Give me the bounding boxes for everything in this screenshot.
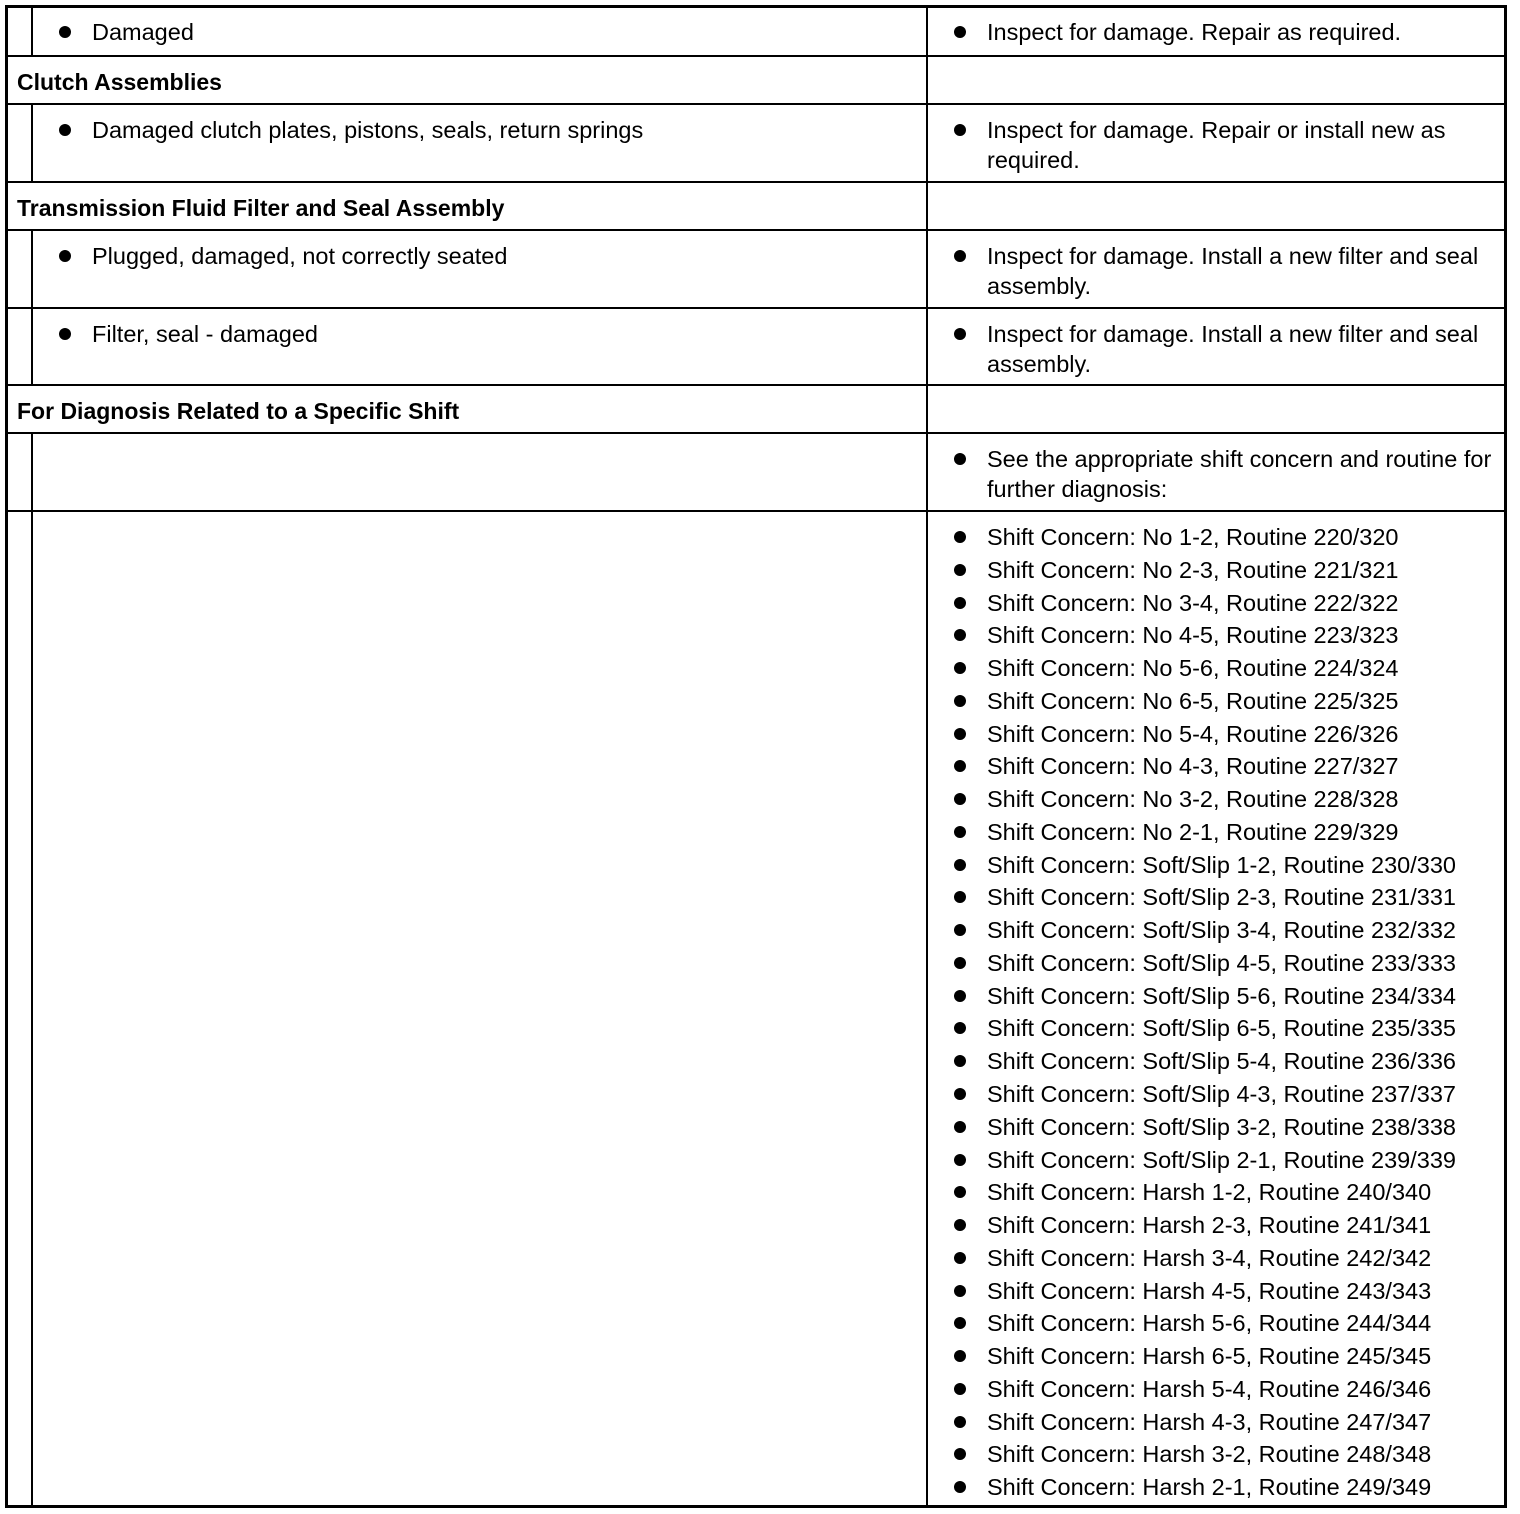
routine-list-item <box>954 1145 1514 1178</box>
condition-cell <box>8 309 928 384</box>
routine-list-item <box>954 588 1514 621</box>
routine-list-item <box>954 620 1514 653</box>
bullet-icon <box>954 1285 966 1297</box>
routine-list-item <box>954 1210 1514 1243</box>
routine-text: Shift Concern: Harsh 2-1, Routine 249/349 <box>987 1474 1432 1501</box>
bullet-icon <box>59 124 71 136</box>
bullet-icon <box>954 328 966 340</box>
routine-list-item <box>954 1341 1514 1374</box>
routine-list-item <box>954 653 1514 686</box>
condition-text: Damaged clutch plates, pistons, seals, return springs <box>92 117 644 143</box>
bullet-icon <box>954 957 966 969</box>
routine-list-item <box>954 1308 1514 1341</box>
bullet-icon <box>954 990 966 1002</box>
routine-text: Shift Concern: No 2-1, Routine 229/329 <box>987 818 1399 845</box>
routine-list-item <box>954 1046 1514 1079</box>
bullet-icon <box>954 1121 966 1133</box>
routine-list-item <box>954 1013 1514 1046</box>
routine-list-row <box>8 512 1504 1505</box>
bullet-icon <box>954 662 966 674</box>
routine-text: Shift Concern: No 1-2, Routine 220/320 <box>987 524 1399 550</box>
bullet-icon <box>954 564 966 576</box>
routine-list-item <box>954 784 1514 817</box>
routine-text: Shift Concern: No 3-4, Routine 222/322 <box>987 589 1399 616</box>
routine-list-item <box>954 1374 1514 1407</box>
action-text: Inspect for damage. Install a new filter and seal assembly. <box>987 321 1479 377</box>
diagnostic-table <box>5 5 1507 1508</box>
routine-list-item <box>954 817 1514 850</box>
bullet-icon <box>954 1088 966 1100</box>
section-heading-row <box>8 57 1504 105</box>
routine-text: Shift Concern: Soft/Slip 3-2, Routine 238/338 <box>987 1113 1456 1140</box>
routine-text: Shift Concern: Harsh 5-6, Routine 244/344 <box>987 1310 1432 1337</box>
bullet-icon <box>954 1154 966 1166</box>
routine-list-item <box>954 522 1514 555</box>
routine-text: Shift Concern: Soft/Slip 4-3, Routine 237/337 <box>987 1081 1456 1108</box>
bullet-icon <box>954 1252 966 1264</box>
routine-list-item <box>954 555 1514 588</box>
routine-text: Shift Concern: Harsh 6-5, Routine 245/345 <box>987 1343 1432 1370</box>
routine-text: Shift Concern: No 4-3, Routine 227/327 <box>987 753 1399 780</box>
bullet-icon <box>954 695 966 707</box>
condition-cell <box>8 434 928 510</box>
action-cell <box>928 105 1504 181</box>
routine-text: Shift Concern: No 6-5, Routine 225/325 <box>987 687 1399 714</box>
routine-text: Shift Concern: Harsh 4-5, Routine 243/343 <box>987 1277 1432 1304</box>
routine-text: Shift Concern: No 5-4, Routine 226/326 <box>987 720 1399 747</box>
indent-column <box>8 309 33 384</box>
action-cell <box>928 8 1504 55</box>
indent-column <box>8 434 33 510</box>
routine-text: Shift Concern: Soft/Slip 5-6, Routine 234/334 <box>987 982 1456 1009</box>
indent-column <box>8 231 33 307</box>
routine-list-item <box>954 1177 1514 1210</box>
section-heading-row <box>8 183 1504 231</box>
condition-text: Filter, seal - damaged <box>92 321 318 347</box>
routine-list-item <box>954 1407 1514 1440</box>
indent-column <box>8 8 33 55</box>
routine-list-item <box>954 1243 1514 1276</box>
routine-list-item <box>954 1112 1514 1145</box>
routine-text: Shift Concern: Harsh 3-2, Routine 248/348 <box>987 1441 1432 1468</box>
heading-cell <box>8 57 928 103</box>
condition-cell <box>8 231 928 307</box>
action-item <box>954 241 1494 301</box>
indent-column <box>8 105 33 181</box>
table-row <box>8 434 1504 512</box>
section-heading: For Diagnosis Related to a Specific Shift <box>17 398 460 424</box>
action-text: Inspect for damage. Install a new filter and seal assembly. <box>987 243 1479 299</box>
routine-list-item <box>954 686 1514 719</box>
routine-list-item <box>954 850 1514 883</box>
routine-text: Shift Concern: Soft/Slip 6-5, Routine 235/335 <box>987 1015 1456 1042</box>
bullet-icon <box>954 859 966 871</box>
routine-list-item <box>954 1472 1514 1505</box>
routine-list-item <box>954 981 1514 1014</box>
bullet-icon <box>954 124 966 136</box>
routine-list-item <box>954 1276 1514 1309</box>
routine-list-item <box>954 719 1514 752</box>
routine-text: Shift Concern: Soft/Slip 3-4, Routine 232/332 <box>987 917 1456 944</box>
indent-column <box>8 512 33 1505</box>
routine-list-item <box>954 915 1514 948</box>
condition-item <box>59 241 899 271</box>
routine-text: Shift Concern: No 2-3, Routine 221/321 <box>987 556 1399 583</box>
section-heading: Transmission Fluid Filter and Seal Assembly <box>17 195 505 221</box>
routine-text: Shift Concern: No 4-5, Routine 223/323 <box>987 622 1399 649</box>
action-item <box>954 319 1494 379</box>
routine-text: Shift Concern: Soft/Slip 2-1, Routine 239/339 <box>987 1146 1456 1173</box>
routine-text: Shift Concern: Soft/Slip 1-2, Routine 230/330 <box>987 851 1456 878</box>
bullet-icon <box>954 531 966 543</box>
routine-text: Shift Concern: Harsh 4-3, Routine 247/347 <box>987 1408 1432 1435</box>
section-heading-row <box>8 386 1504 434</box>
bullet-icon <box>59 26 71 38</box>
action-item <box>954 444 1494 504</box>
routine-list-item <box>954 1439 1514 1472</box>
routine-list-item <box>954 948 1514 981</box>
bullet-icon <box>954 250 966 262</box>
bullet-icon <box>954 1219 966 1231</box>
condition-item <box>59 319 899 349</box>
routine-text: Shift Concern: No 3-2, Routine 228/328 <box>987 786 1399 813</box>
table-row <box>8 8 1504 57</box>
condition-item <box>59 17 899 47</box>
bullet-icon <box>59 328 71 340</box>
heading-cell <box>8 386 928 432</box>
table-row <box>8 105 1504 183</box>
action-text: Inspect for damage. Repair as required. <box>987 19 1402 45</box>
bullet-icon <box>954 597 966 609</box>
routine-text: Shift Concern: Soft/Slip 4-5, Routine 233/333 <box>987 949 1456 976</box>
condition-item <box>59 115 899 145</box>
action-item <box>954 115 1494 175</box>
bullet-icon <box>954 826 966 838</box>
action-item <box>954 17 1494 47</box>
routine-text: Shift Concern: Soft/Slip 2-3, Routine 231/331 <box>987 884 1456 911</box>
condition-cell <box>8 105 928 181</box>
routine-list <box>954 522 1514 1505</box>
condition-text: Plugged, damaged, not correctly seated <box>92 243 508 269</box>
action-cell <box>928 309 1504 384</box>
empty-cell <box>928 57 1504 103</box>
table-row <box>8 309 1504 386</box>
action-cell <box>928 434 1504 510</box>
empty-cell <box>928 386 1504 432</box>
routine-text: Shift Concern: Harsh 1-2, Routine 240/340 <box>987 1179 1432 1206</box>
bullet-icon <box>954 453 966 465</box>
routine-text: Shift Concern: Harsh 5-4, Routine 246/346 <box>987 1375 1432 1402</box>
action-cell <box>928 512 1504 1505</box>
routine-text: Shift Concern: Harsh 2-3, Routine 241/341 <box>987 1212 1432 1239</box>
routine-list-item <box>954 1079 1514 1112</box>
routine-text: Shift Concern: No 5-6, Routine 224/324 <box>987 655 1399 682</box>
bullet-icon <box>59 250 71 262</box>
action-cell <box>928 231 1504 307</box>
table-row <box>8 231 1504 309</box>
action-text: Inspect for damage. Repair or install new as required. <box>987 117 1446 173</box>
empty-cell <box>928 183 1504 229</box>
routine-text: Shift Concern: Harsh 3-4, Routine 242/342 <box>987 1244 1432 1271</box>
routine-list-item <box>954 751 1514 784</box>
condition-text: Damaged <box>92 19 194 45</box>
bullet-icon <box>954 728 966 740</box>
routine-text: Shift Concern: Soft/Slip 5-4, Routine 236/336 <box>987 1048 1456 1075</box>
section-heading: Clutch Assemblies <box>17 69 222 95</box>
heading-cell <box>8 183 928 229</box>
bullet-icon <box>954 1416 966 1428</box>
action-text: See the appropriate shift concern and routine for further diagnosis: <box>987 446 1492 502</box>
bullet-icon <box>954 26 966 38</box>
condition-cell <box>8 8 928 55</box>
condition-cell <box>8 512 928 1505</box>
routine-list-item <box>954 882 1514 915</box>
bullet-icon <box>954 1383 966 1395</box>
